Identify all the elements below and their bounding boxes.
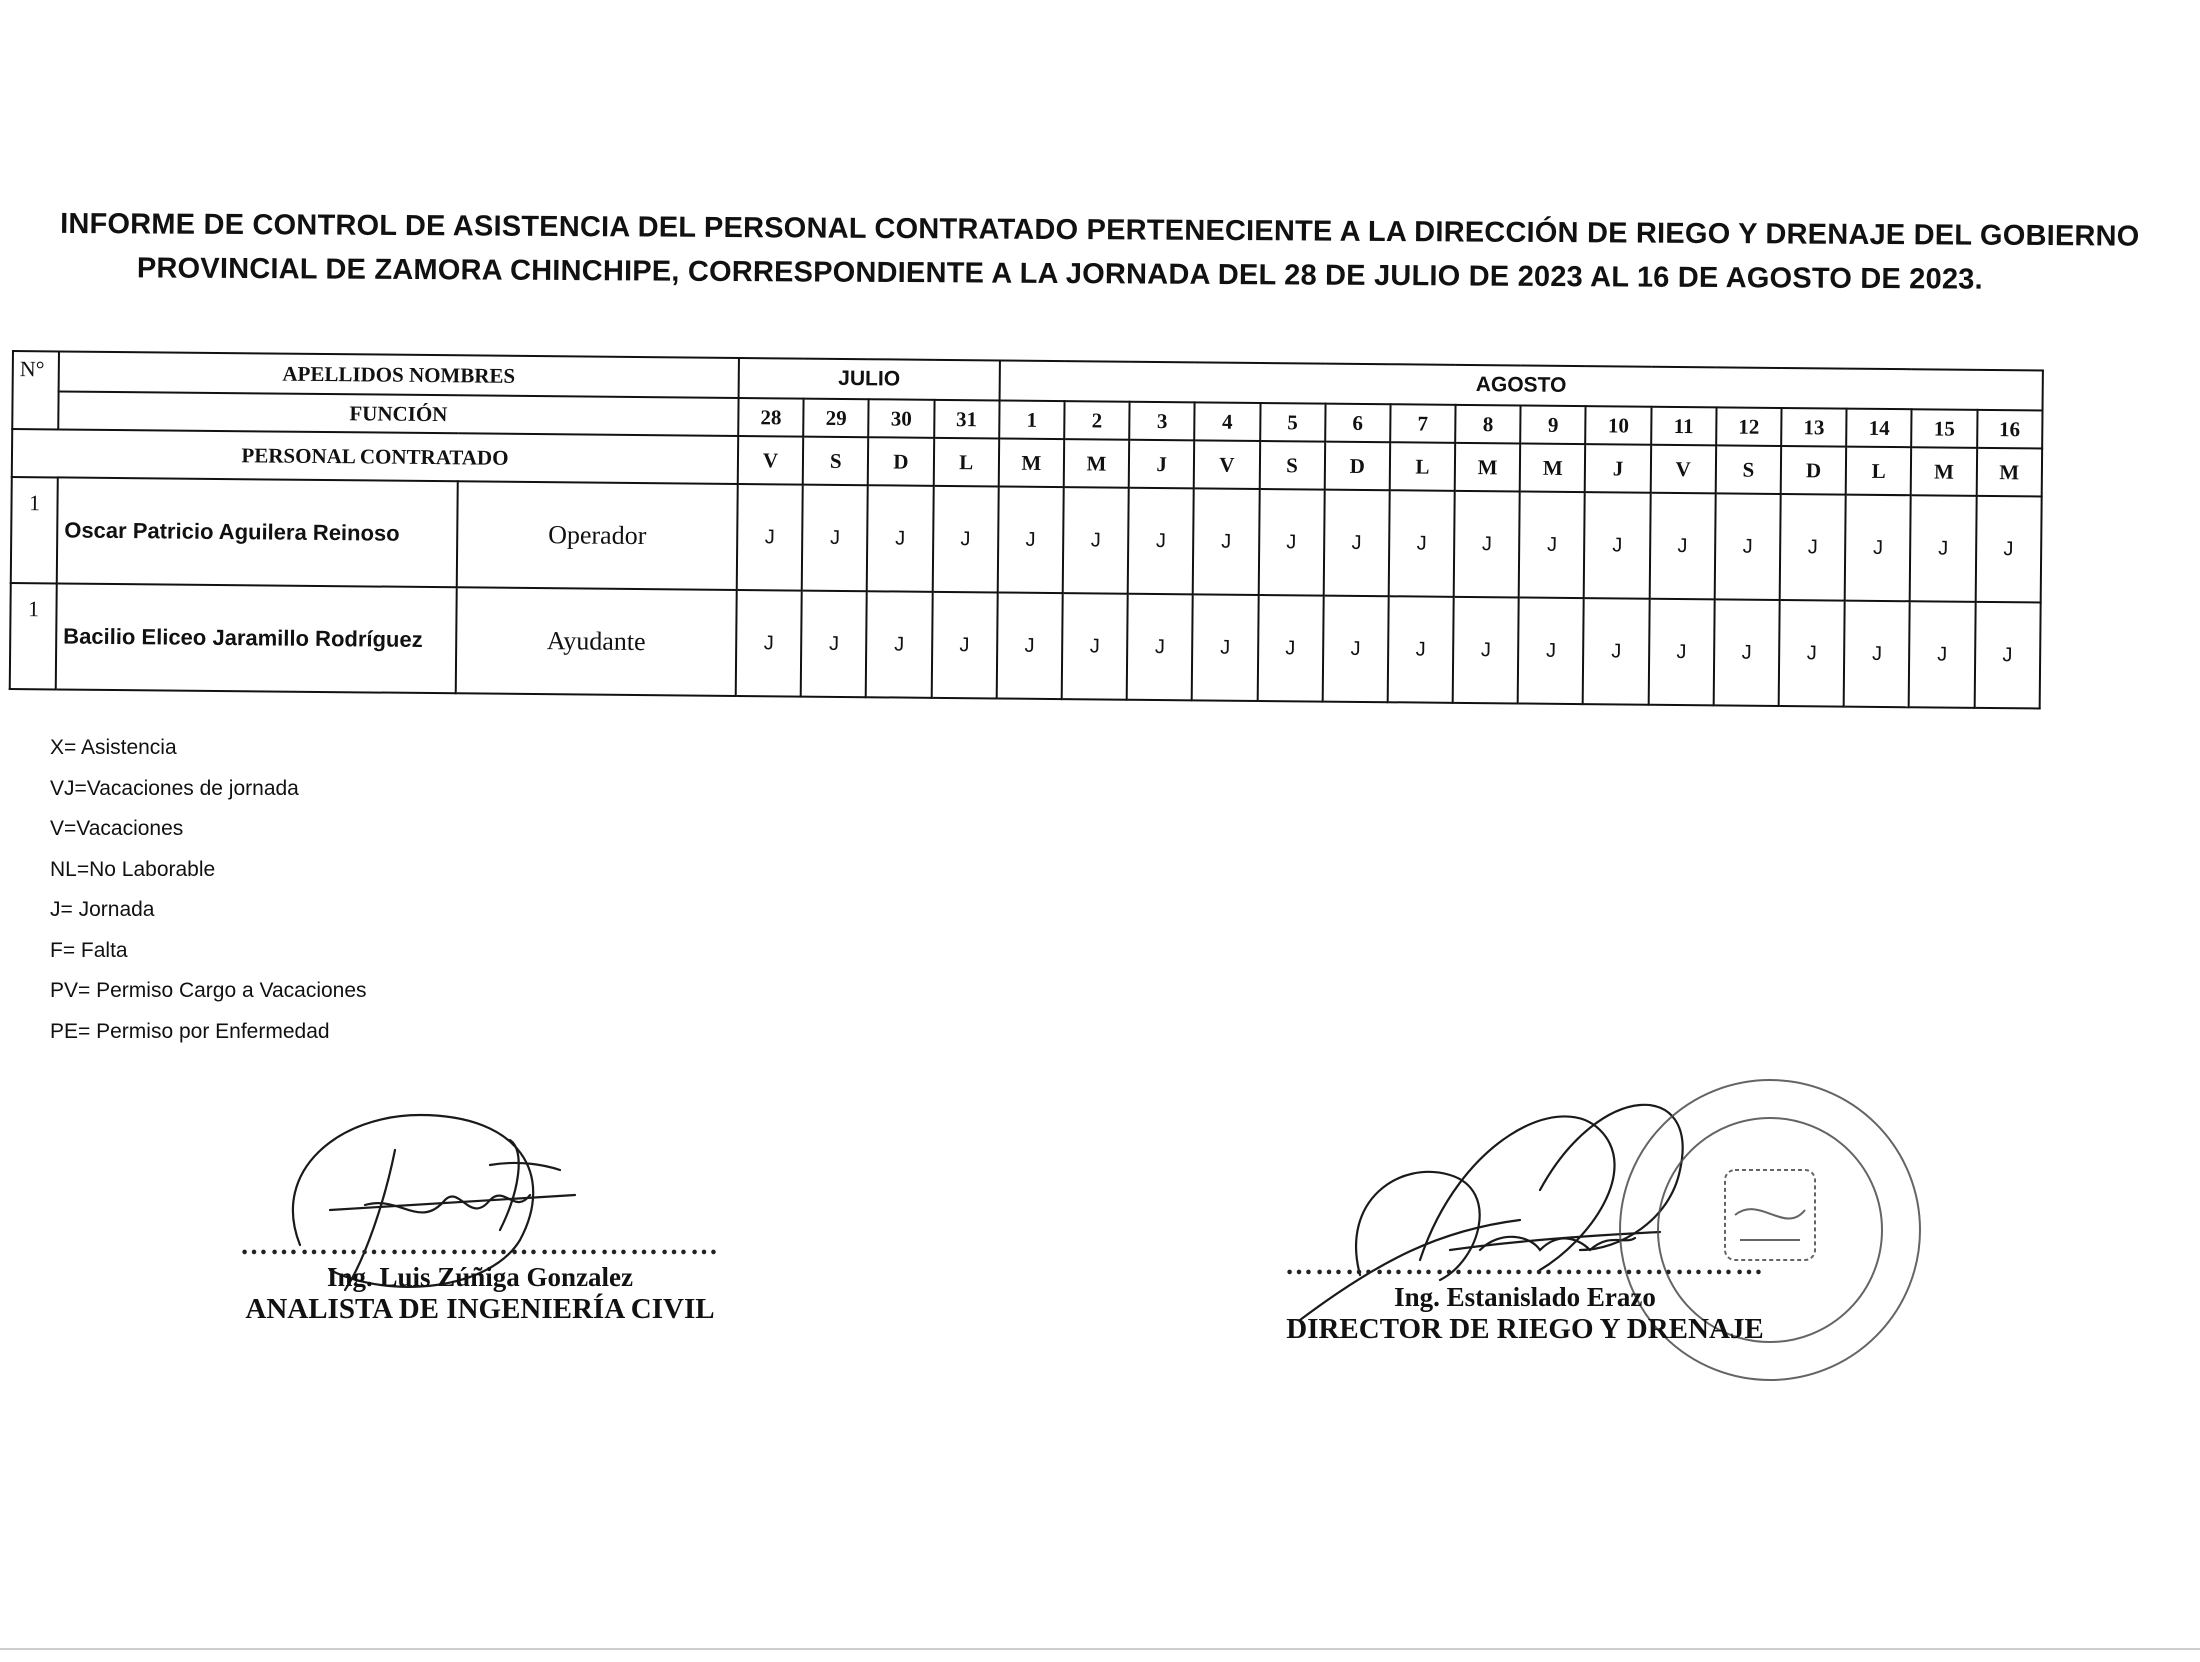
weekday-letter: D — [1781, 446, 1847, 495]
weekday-letter: V — [1194, 440, 1260, 489]
right-signature-line: ………………………………………… — [1285, 1250, 1765, 1281]
attendance-mark: J — [1063, 487, 1129, 594]
right-signatory-role: DIRECTOR DE RIEGO Y DRENAJE — [1286, 1313, 1764, 1345]
legend-item: J= Jornada — [50, 898, 155, 921]
day-number: 14 — [1846, 409, 1912, 448]
left-signature-block — [200, 1230, 760, 1326]
employee-function: Ayudante — [456, 587, 737, 696]
attendance-mark: J — [1780, 494, 1846, 601]
day-number: 9 — [1520, 405, 1586, 444]
employee-name: Bacilio Eliceo Jaramillo Rodríguez — [56, 583, 457, 693]
weekday-letter: D — [868, 437, 934, 486]
attendance-mark: J — [1322, 596, 1388, 703]
left-signatory-role: ANALISTA DE INGENIERÍA CIVIL — [245, 1293, 715, 1325]
names-header: APELLIDOS NOMBRES — [59, 351, 739, 398]
day-number: 15 — [1912, 409, 1978, 448]
day-number: 4 — [1195, 402, 1261, 441]
title-line-2: PROVINCIAL DE ZAMORA CHINCHIPE, CORRESPONDIENTE A LA JORNADA DEL 28 DE JULIO DE 2023 AL 16 DE AGOSTO DE 2023. — [136, 252, 1983, 296]
attendance-mark: J — [1584, 492, 1650, 599]
employee-function: Operador — [457, 481, 738, 590]
attendance-mark: J — [1388, 596, 1454, 703]
weekday-letter: V — [738, 436, 804, 485]
day-number: 7 — [1390, 404, 1456, 443]
legend-item: F= Falta — [50, 938, 128, 962]
day-number: 6 — [1325, 404, 1391, 443]
day-number: 30 — [869, 399, 935, 438]
function-header: FUNCIÓN — [58, 391, 738, 436]
attendance-mark: J — [1454, 491, 1520, 598]
weekday-letter: M — [1976, 448, 2042, 497]
attendance-mark: J — [1974, 602, 2040, 709]
weekday-letter: J — [1129, 440, 1195, 489]
attendance-mark: J — [996, 592, 1062, 699]
day-number: 11 — [1651, 407, 1717, 446]
day-number: 5 — [1260, 403, 1326, 442]
attendance-mark: J — [1649, 493, 1715, 600]
no-header: N° — [12, 351, 59, 429]
day-number: 31 — [934, 400, 1000, 439]
day-number: 28 — [738, 398, 804, 437]
weekday-letter: M — [1520, 443, 1586, 492]
weekday-letter: J — [1585, 444, 1651, 493]
employee-name: Oscar Patricio Aguilera Reinoso — [57, 477, 458, 587]
attendance-mark: J — [1648, 599, 1714, 706]
legend-item: PE= Permiso por Enfermedad — [50, 1019, 330, 1043]
attendance-mark: J — [1128, 488, 1194, 595]
attendance-mark: J — [1845, 495, 1911, 602]
row-number: 1 — [10, 583, 57, 689]
personal-header: PERSONAL CONTRATADO — [12, 429, 738, 484]
legend-item: V=Vacaciones — [50, 817, 184, 840]
weekday-letter: M — [999, 438, 1065, 487]
attendance-mark: J — [1193, 488, 1259, 595]
right-signature-block — [1245, 1250, 1805, 1346]
attendance-mark: J — [931, 592, 997, 699]
attendance-mark: J — [998, 486, 1064, 593]
attendance-mark: J — [1844, 601, 1910, 708]
attendance-mark: J — [1127, 594, 1193, 701]
attendance-mark: J — [1583, 598, 1649, 705]
attendance-mark: J — [1192, 594, 1258, 701]
legend-item: NL=No Laborable — [50, 857, 216, 881]
attendance-mark: J — [1062, 593, 1128, 700]
attendance-mark: J — [1909, 601, 1975, 708]
attendance-mark: J — [1453, 597, 1519, 704]
day-number: 12 — [1716, 407, 1782, 446]
attendance-mark: J — [1323, 490, 1389, 597]
attendance-mark: J — [1519, 491, 1585, 598]
attendance-mark: J — [1779, 600, 1845, 707]
legend-item: VJ=Vacaciones de jornada — [50, 776, 299, 800]
day-number: 3 — [1129, 402, 1195, 441]
legend-item: X= Asistencia — [50, 736, 177, 759]
attendance-mark: J — [1975, 496, 2041, 603]
day-number: 13 — [1781, 408, 1847, 447]
attendance-mark: J — [1715, 493, 1781, 600]
weekday-letter: S — [1716, 445, 1782, 494]
attendance-mark: J — [1258, 489, 1324, 596]
right-signatory-name: Ing. Estanislado Erazo — [1394, 1282, 1656, 1312]
attendance-mark: J — [1257, 595, 1323, 702]
month-julio: JULIO — [739, 358, 1000, 401]
attendance-mark: J — [1910, 495, 1976, 602]
legend-item: PV= Permiso Cargo a Vacaciones — [50, 979, 367, 1002]
attendance-mark: J — [737, 484, 803, 591]
left-signature-line: ………………………………………… — [240, 1230, 720, 1261]
weekday-letter: L — [933, 438, 999, 487]
weekday-letter: L — [1846, 447, 1912, 496]
weekday-letter: M — [1064, 439, 1130, 488]
day-number: 16 — [1977, 410, 2043, 449]
day-number: 2 — [1064, 401, 1130, 440]
scan-edge — [0, 1648, 2200, 1650]
attendance-mark: J — [867, 485, 933, 592]
attendance-mark: J — [1714, 599, 1780, 706]
title-line-1: INFORME DE CONTROL DE ASISTENCIA DEL PERSONAL CONTRATADO PERTENECIENTE A LA DIRECCIÓN DE RIEGO Y DRENAJE DEL GOBIERNO — [60, 207, 2140, 253]
day-number: 1 — [999, 400, 1065, 439]
attendance-mark: J — [736, 590, 802, 697]
weekday-letter: V — [1650, 445, 1716, 494]
weekday-letter: M — [1455, 443, 1521, 492]
left-signatory-name: Ing. Luis Zúñiga Gonzalez — [326, 1262, 634, 1292]
day-number: 8 — [1455, 405, 1521, 444]
attendance-mark: J — [1518, 597, 1584, 704]
month-agosto: AGOSTO — [999, 360, 2042, 410]
weekday-letter: M — [1911, 447, 1977, 496]
attendance-mark: J — [866, 591, 932, 698]
attendance-mark: J — [801, 591, 867, 698]
attendance-mark: J — [932, 486, 998, 593]
weekday-letter: L — [1390, 442, 1456, 491]
weekday-letter: S — [803, 437, 869, 486]
day-number: 10 — [1586, 406, 1652, 445]
day-number: 29 — [803, 399, 869, 438]
row-number: 1 — [11, 477, 58, 583]
weekday-letter: D — [1324, 442, 1390, 491]
attendance-mark: J — [1389, 490, 1455, 597]
weekday-letter: S — [1259, 441, 1325, 490]
attendance-mark: J — [802, 485, 868, 592]
